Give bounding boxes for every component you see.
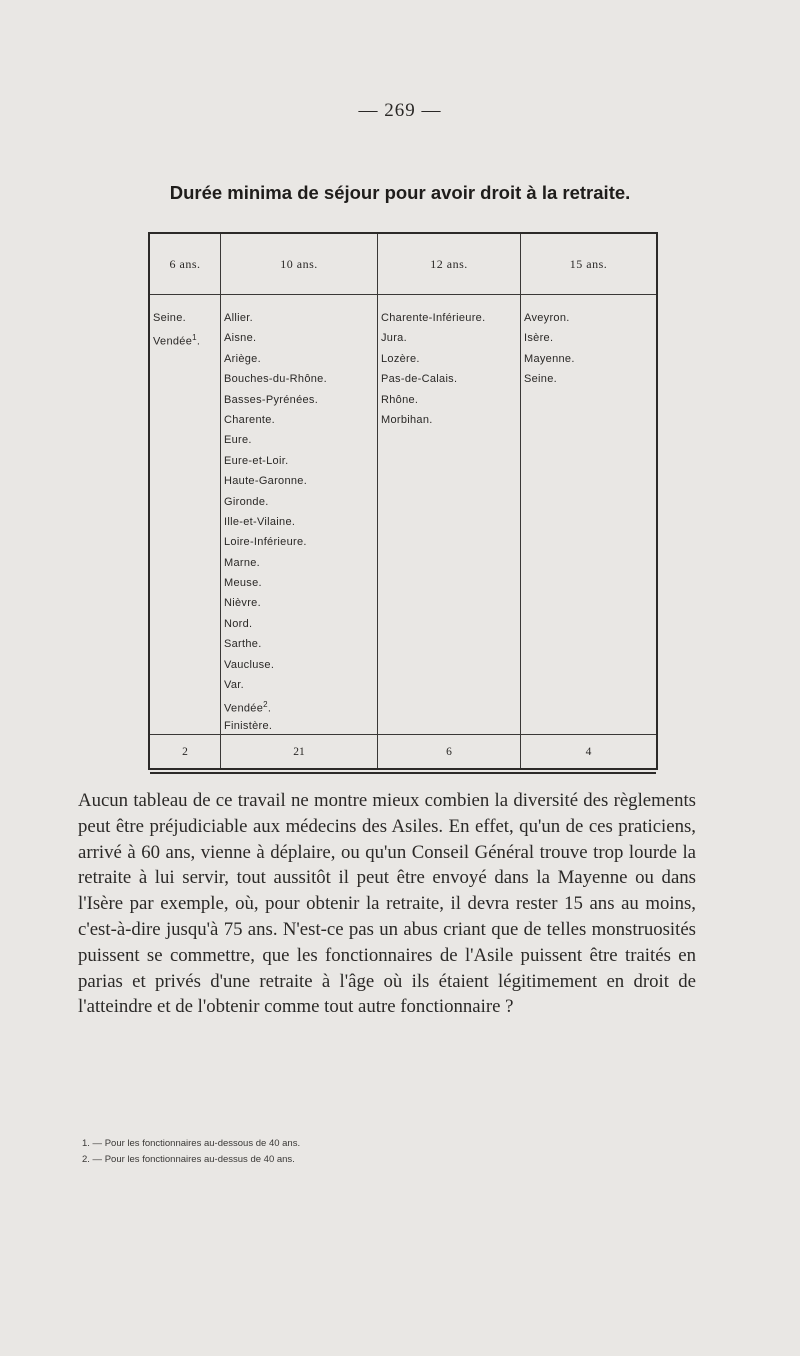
table-entry xyxy=(224,349,377,369)
table-entry xyxy=(224,553,377,573)
table-entry: Vendée$^1$. xyxy=(153,333,201,349)
table-entry xyxy=(224,512,377,532)
table-entry xyxy=(381,328,520,348)
table-entry: Vendée$^2$. xyxy=(224,700,272,716)
column-total: 21 xyxy=(221,734,377,769)
entry-name: Charente-Inférieure. xyxy=(381,312,486,324)
table-entry xyxy=(224,573,377,593)
entry-name: Eure-et-Loir. xyxy=(224,454,289,467)
entry-name: Vaucluse. xyxy=(224,658,275,671)
table-entry xyxy=(381,349,520,369)
entry-name: Lozère. xyxy=(381,352,420,365)
footnote-2: 2. — Pour les fonctionnaires au-dessus de 40 ans. xyxy=(82,1154,295,1165)
page-number: — 269 — xyxy=(358,100,442,121)
entry-name: Rhône. xyxy=(381,393,419,406)
column-header: 12 ans. xyxy=(378,234,520,295)
table-entry xyxy=(224,593,377,613)
column-15-ans xyxy=(520,234,656,768)
entry-name: Marne. xyxy=(224,556,261,569)
table-entry xyxy=(381,369,520,389)
entry-name: Basses-Pyrénées. xyxy=(224,393,319,406)
entry-name: Seine. xyxy=(524,373,557,386)
table-entry xyxy=(224,675,377,695)
entry-name: Var. xyxy=(224,679,244,692)
entry-name: Ille-et-Vilaine. xyxy=(224,515,296,528)
entry-name: Morbihan. xyxy=(381,413,433,426)
body-paragraph: Aucun tableau de ce travail ne montre mieux combien la diversité des règlements peut être préjudiciable aux médecins des Asiles. En effet, qu'un de ces praticiens, arrivé à 60 ans, vienne à déplaire, ou qu'un Conseil Général trouve trop lourde la retraite à lui servir, tout aussitôt il peut être envoyé dans la Mayenne ou dans l'Isère par exemple, où, pour obtenir la retraite, il devra rester 15 ans au moins, c'est-à-dire jusqu'à 75 ans. N'est-ce pas un abus criant que de telles monstruosités puissent se commettre, que les fonctionnaires de l'Asile puissent être traités en parias et privés d'une retraite à l'âge où ils étaient légitimement en droit de l'atteindre et de l'obtenir comme tout autre fonctionnaire ? xyxy=(78,790,696,1018)
column-total: 2 xyxy=(150,734,220,769)
column-total: 6 xyxy=(378,734,520,769)
entry-name: Pas-de-Calais. xyxy=(381,373,458,386)
table-entry xyxy=(224,430,377,450)
table-entry xyxy=(381,390,520,410)
table-entry xyxy=(224,390,377,410)
column-header: 15 ans. xyxy=(521,234,656,295)
table-entry xyxy=(153,308,220,328)
table-entry xyxy=(224,655,377,675)
column-header: 10 ans. xyxy=(221,234,377,295)
entry-name: Isère. xyxy=(524,332,554,345)
column-list xyxy=(378,308,520,430)
entry-name: Jura. xyxy=(381,332,407,345)
table-entry xyxy=(524,349,656,369)
entry-name: Bouches-du-Rhône. xyxy=(224,373,327,386)
entry-name: Nièvre. xyxy=(224,597,261,610)
table-entry xyxy=(224,308,377,328)
table-entry xyxy=(224,410,377,430)
column-list xyxy=(221,308,377,736)
footnotes xyxy=(82,1136,682,1168)
entry-name: Nord. xyxy=(224,617,253,630)
entry-name: Mayenne. xyxy=(524,352,575,365)
table-entry xyxy=(524,369,656,389)
entry-name: Vendée xyxy=(153,336,193,349)
column-header: 6 ans. xyxy=(150,234,220,295)
entry-name: Haute-Garonne. xyxy=(224,475,308,488)
table-entry xyxy=(381,308,520,328)
table-bottom-rule xyxy=(150,772,656,774)
entry-name: Aveyron. xyxy=(524,312,570,324)
column-total: 4 xyxy=(521,734,656,769)
table-entry xyxy=(224,451,377,471)
footnote-marker: 2 xyxy=(263,700,268,710)
column-list xyxy=(521,308,656,390)
entry-name: Ariège. xyxy=(224,352,261,365)
table-entry xyxy=(524,308,656,328)
entry-name: Eure. xyxy=(224,434,252,447)
table-entry xyxy=(381,410,520,430)
table-entry xyxy=(224,369,377,389)
table-entry xyxy=(224,614,377,634)
entry-name: Charente. xyxy=(224,413,276,426)
footnote-marker: 1 xyxy=(192,333,197,343)
entry-name: Seine. xyxy=(153,312,186,324)
entry-name: Finistère. xyxy=(224,719,273,732)
retirement-table xyxy=(148,232,658,770)
column-list xyxy=(150,308,220,349)
table-entry xyxy=(224,328,377,348)
column-12-ans xyxy=(377,234,520,768)
entry-name: Vendée xyxy=(224,703,264,716)
table-entry xyxy=(524,328,656,348)
entry-name: Aisne. xyxy=(224,332,257,345)
entry-name: Loire-Inférieure. xyxy=(224,536,307,549)
table-entry xyxy=(224,634,377,654)
entry-name: Meuse. xyxy=(224,577,262,590)
table-entry xyxy=(224,471,377,491)
table-entry xyxy=(224,532,377,552)
entry-name: Allier. xyxy=(224,312,253,324)
column-6-ans xyxy=(150,234,220,768)
entry-name: Sarthe. xyxy=(224,638,262,651)
column-10-ans xyxy=(220,234,377,768)
table-entry xyxy=(224,492,377,512)
table-title: Durée minima de séjour pour avoir droit à la retraite. xyxy=(169,182,631,203)
entry-name: Gironde. xyxy=(224,495,269,508)
footnote-1: 1. — Pour les fonctionnaires au-dessous de 40 ans. xyxy=(82,1138,301,1149)
